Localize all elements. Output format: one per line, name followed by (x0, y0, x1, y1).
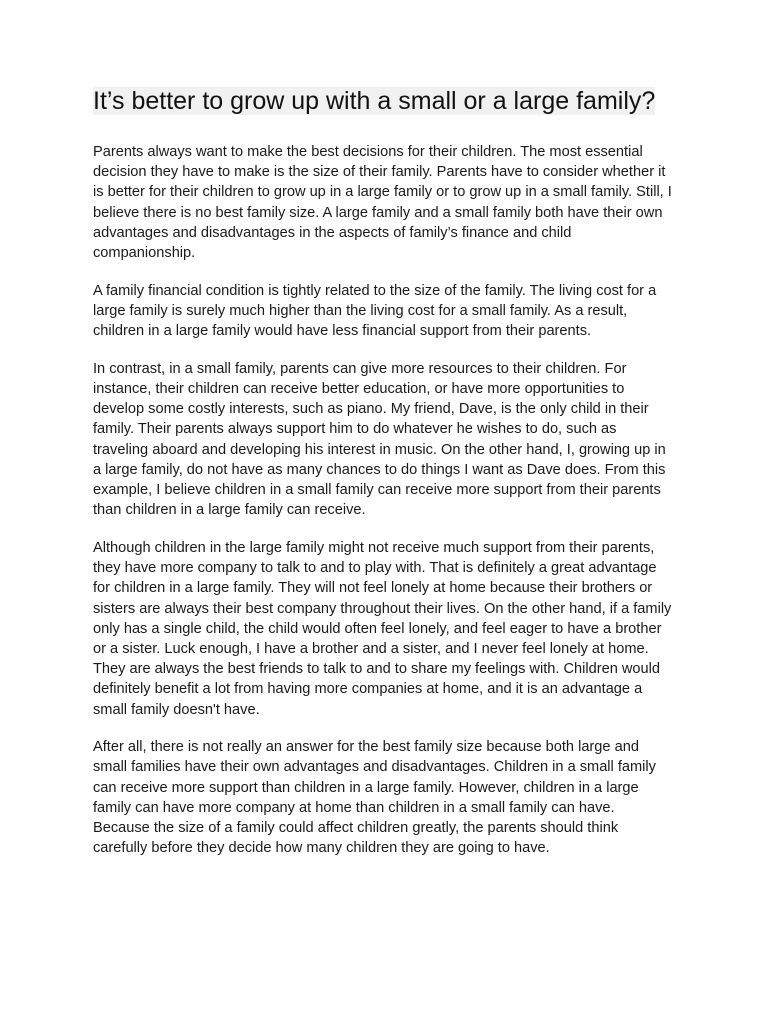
paragraph-companionship: Although children in the large family might not receive much support from their parents, they have more company to talk to and to play with. That is definitely a great advantage for children in a large family. They will not feel lonely at home because their brothers or sisters are always their best company throughout their lives. On the other hand, if a family only has a single child, the child would often feel lonely, and feel eager to have a brother or a sister. Luck enough, I have a brother and a sister, and I never feel lonely at home. They are always the best friends to talk to and to share my feelings with. Children would definitely benefit a lot from having more companies at home, and it is an advantage a small family doesn't have. (93, 539, 672, 718)
paragraph-intro: Parents always want to make the best decisions for their children. The most essential decision they have to make is the size of their family. Parents have to consider whether it is better for their children to grow up in a large family or to grow up in a small family. Still, I believe there is no best family size. A large family and a small family both have their own advantages and disadvantages in the aspects of family’s finance and child companionship. (93, 144, 672, 262)
title-text: It’s better to grow up with a small or a large family? (93, 87, 656, 115)
paragraph-small-family: In contrast, in a small family, parents can give more resources to their children. For instance, their children can receive better education, or have more opportunities to develop some costly interests, such as piano. My friend, Dave, is the only child in their family. Their parents always support him to do whatever he wishes to do, such as traveling aboard and developing his interest in music. On the other hand, I, growing up in a large family, do not have as many chances to do things I want as Dave does. From this example, I believe children in a small family can receive more support from their parents than children in a large family can receive. (93, 360, 666, 519)
paragraph-finance: A family financial condition is tightly related to the size of the family. The living cost for a large family is surely much higher than the living cost for a small family. As a result, children in a large family would have less financial support from their parents. (93, 282, 657, 340)
document-title (93, 84, 672, 119)
paragraph-conclusion: After all, there is not really an answer for the best family size because both large and small families have their own advantages and disadvantages. Children in a small family can receive more support than children in a large family. However, children in a large family can have more company at home than children in a small family can have. Because the size of a family could affect children greatly, the parents should think carefully before they decide how many children they are going to have. (93, 739, 656, 857)
